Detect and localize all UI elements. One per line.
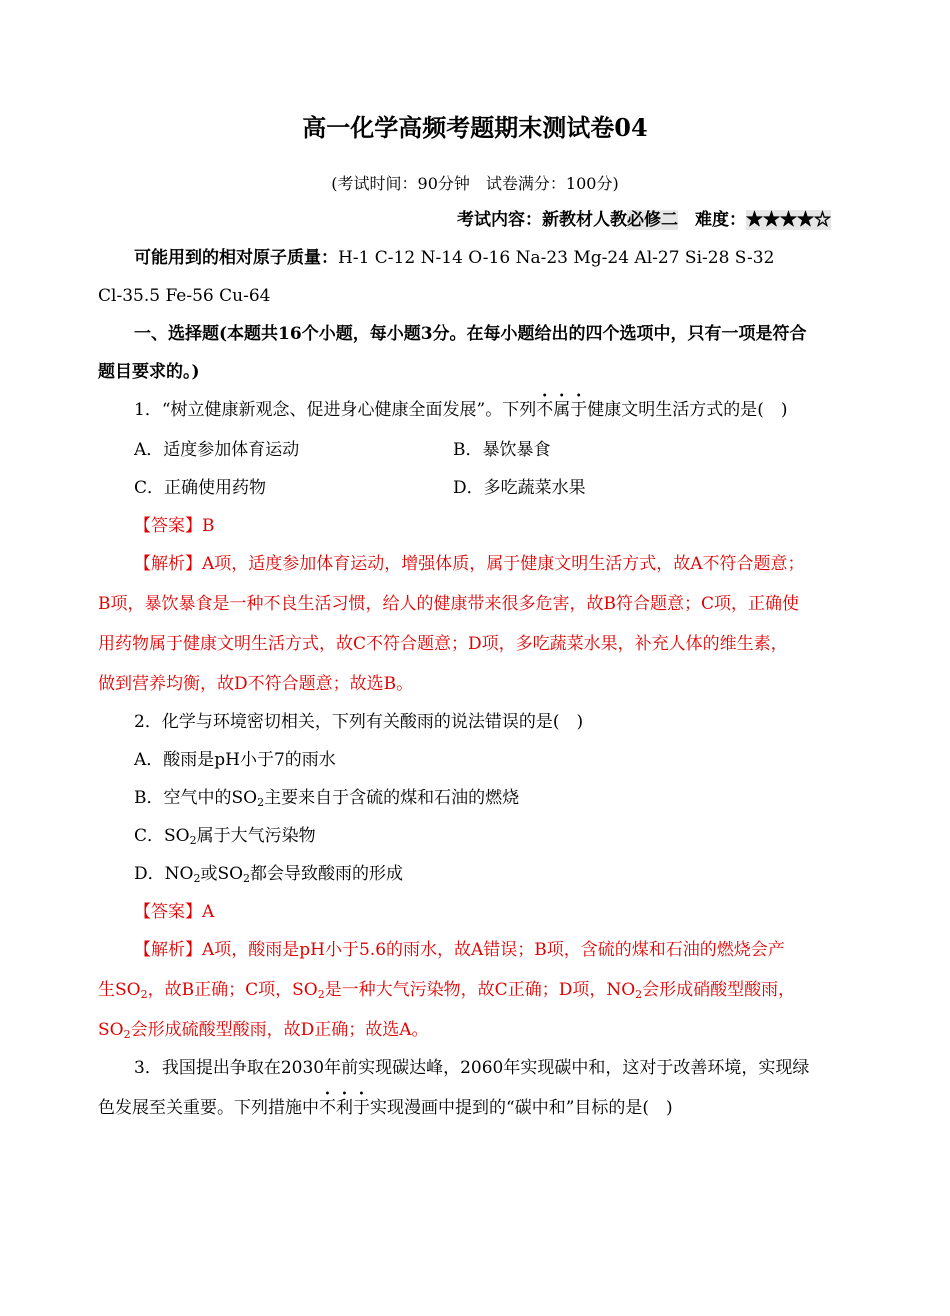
section1-heading: 一、选择题 bbox=[134, 324, 219, 344]
q2-option-b-post: 主要来自于含硫的煤和石油的燃烧 bbox=[264, 788, 520, 808]
q1-option-c: C．正确使用药物 bbox=[134, 478, 267, 498]
subscript: 2 bbox=[140, 988, 148, 1001]
q2-analysis-line1 bbox=[134, 938, 785, 962]
q3-stem-line1: 3．我国提出争取在2030年前实现碳达峰，2060年实现碳中和，这对于改善环境，实现绿 bbox=[134, 1058, 810, 1078]
subscript: 2 bbox=[243, 872, 251, 885]
q2-option-b bbox=[134, 786, 519, 810]
section1-desc2: 题目要求的。) bbox=[98, 362, 200, 382]
q1-analysis-line2: B项，暴饮暴食是一种不良生活习惯，给人的健康带来很多危害，故B符合题意；C项，正确使 bbox=[98, 594, 799, 614]
subscript: 2 bbox=[635, 988, 643, 1001]
difficulty-stars: ★★★★☆ bbox=[746, 210, 831, 230]
atomic-mass-label: 可能用到的相对原子质量： bbox=[134, 248, 338, 268]
q1-emph-1: 不 bbox=[536, 400, 554, 420]
q1-stem bbox=[134, 398, 787, 422]
q3-stem-before: 色发展至关重要。下列措施中 bbox=[98, 1098, 319, 1118]
content-highlight: 必修二 bbox=[627, 210, 678, 230]
q2-analysis-label: 【解析】 bbox=[134, 940, 202, 960]
q1-stem-after: 健康文明生活方式的是( ) bbox=[587, 400, 788, 420]
q1-option-d: D．多吃蔬菜水果 bbox=[453, 478, 586, 498]
difficulty-label: 难度： bbox=[695, 210, 746, 230]
q1-answer-value: B bbox=[202, 516, 215, 536]
q2-analysis-l3b: 会形成硫酸型酸雨，故D正确；故选A。 bbox=[130, 1020, 429, 1040]
q1-answer bbox=[134, 514, 215, 538]
q2-answer-label: 【答案】 bbox=[134, 902, 202, 922]
atomic-mass-values2: Cl-35.5 Fe-56 Cu-64 bbox=[98, 286, 271, 306]
q1-answer-label: 【答案】 bbox=[134, 516, 202, 536]
q1-analysis-line4: 做到营养均衡，故D不符合题意；故选B。 bbox=[98, 674, 414, 694]
q2-analysis-l3a: SO bbox=[98, 1020, 124, 1040]
q3-emph-1: 不 bbox=[319, 1098, 336, 1118]
subscript: 2 bbox=[193, 872, 201, 885]
q1-analysis-text1: A项，适度参加体育运动，增强体质，属于健康文明生活方式，故A不符合题意； bbox=[202, 554, 805, 574]
exam-info: (考试时间：90分钟 试卷满分：100分) bbox=[331, 174, 619, 193]
q3-stem-after: 实现漫画中提到的“碳中和”目标的是( ) bbox=[370, 1098, 673, 1118]
q2-option-b-pre: B．空气中的SO bbox=[134, 788, 258, 808]
q2-analysis-l2c: 是一种大气污染物，故C正确；D项，NO bbox=[324, 980, 636, 1000]
q2-analysis-text1: A项，酸雨是pH小于5.6的雨水，故A错误；B项，含硫的煤和石油的燃烧会产 bbox=[202, 940, 785, 960]
q2-option-c-pre: C．SO bbox=[134, 826, 190, 846]
q1-option-a: A．适度参加体育运动 bbox=[134, 440, 300, 460]
q2-option-c bbox=[134, 824, 316, 848]
q2-analysis-l2d: 会形成硝酸型酸雨， bbox=[642, 980, 796, 1000]
atomic-mass-values1: H-1 C-12 N-14 O-16 Na-23 Mg-24 Al-27 Si-28 S-32 bbox=[338, 248, 775, 268]
q1-emph-2: 属 bbox=[553, 400, 571, 420]
q2-option-a: A．酸雨是pH小于7的雨水 bbox=[134, 750, 336, 770]
content-label: 考试内容：新教材人教 bbox=[457, 210, 627, 230]
q2-analysis-line3 bbox=[98, 1018, 429, 1042]
subscript: 2 bbox=[123, 1028, 131, 1041]
q1-stem-before: 1．“树立健康新观念、促进身心健康全面发展”。下列 bbox=[134, 400, 537, 420]
q2-option-c-post: 属于大气污染物 bbox=[196, 826, 316, 846]
q1-analysis-line3: 用药物属于健康文明生活方式，故C不符合题意；D项，多吃蔬菜水果，补充人体的维生素， bbox=[98, 634, 788, 654]
q3-emph-3: 于 bbox=[353, 1098, 370, 1118]
atomic-mass-line1 bbox=[134, 246, 774, 270]
q1-analysis-label: 【解析】 bbox=[134, 554, 202, 574]
q2-option-d-post: 都会导致酸雨的形成 bbox=[250, 864, 404, 884]
q2-option-d-mid: 或SO bbox=[200, 864, 244, 884]
q2-answer bbox=[134, 900, 214, 924]
subscript: 2 bbox=[257, 796, 265, 809]
q2-option-d-pre: D．NO bbox=[134, 864, 194, 884]
q2-analysis-l2b: ，故B正确；C项，SO bbox=[147, 980, 318, 1000]
q2-analysis-line2 bbox=[98, 978, 795, 1002]
page-title: 高一化学高频考题期末测试卷04 bbox=[302, 113, 648, 142]
q1-emph-3: 于 bbox=[570, 400, 588, 420]
q2-stem: 2．化学与环境密切相关，下列有关酸雨的说法错误的是( ) bbox=[134, 712, 584, 732]
q1-analysis-line1 bbox=[134, 552, 805, 576]
q2-option-d bbox=[134, 862, 403, 886]
section1-header bbox=[134, 322, 807, 346]
q2-answer-value: A bbox=[202, 902, 215, 922]
section1-desc1: (本题共16个小题，每小题3分。在每小题给出的四个选项中，只有一项是符合 bbox=[219, 324, 807, 344]
q3-stem-line2 bbox=[98, 1096, 673, 1120]
q1-option-b: B．暴饮暴食 bbox=[453, 440, 551, 460]
exam-meta bbox=[457, 208, 831, 232]
subscript: 2 bbox=[189, 834, 197, 847]
subscript: 2 bbox=[317, 988, 325, 1001]
q2-analysis-l2a: 生SO bbox=[98, 980, 141, 1000]
q3-emph-2: 利 bbox=[336, 1098, 353, 1118]
